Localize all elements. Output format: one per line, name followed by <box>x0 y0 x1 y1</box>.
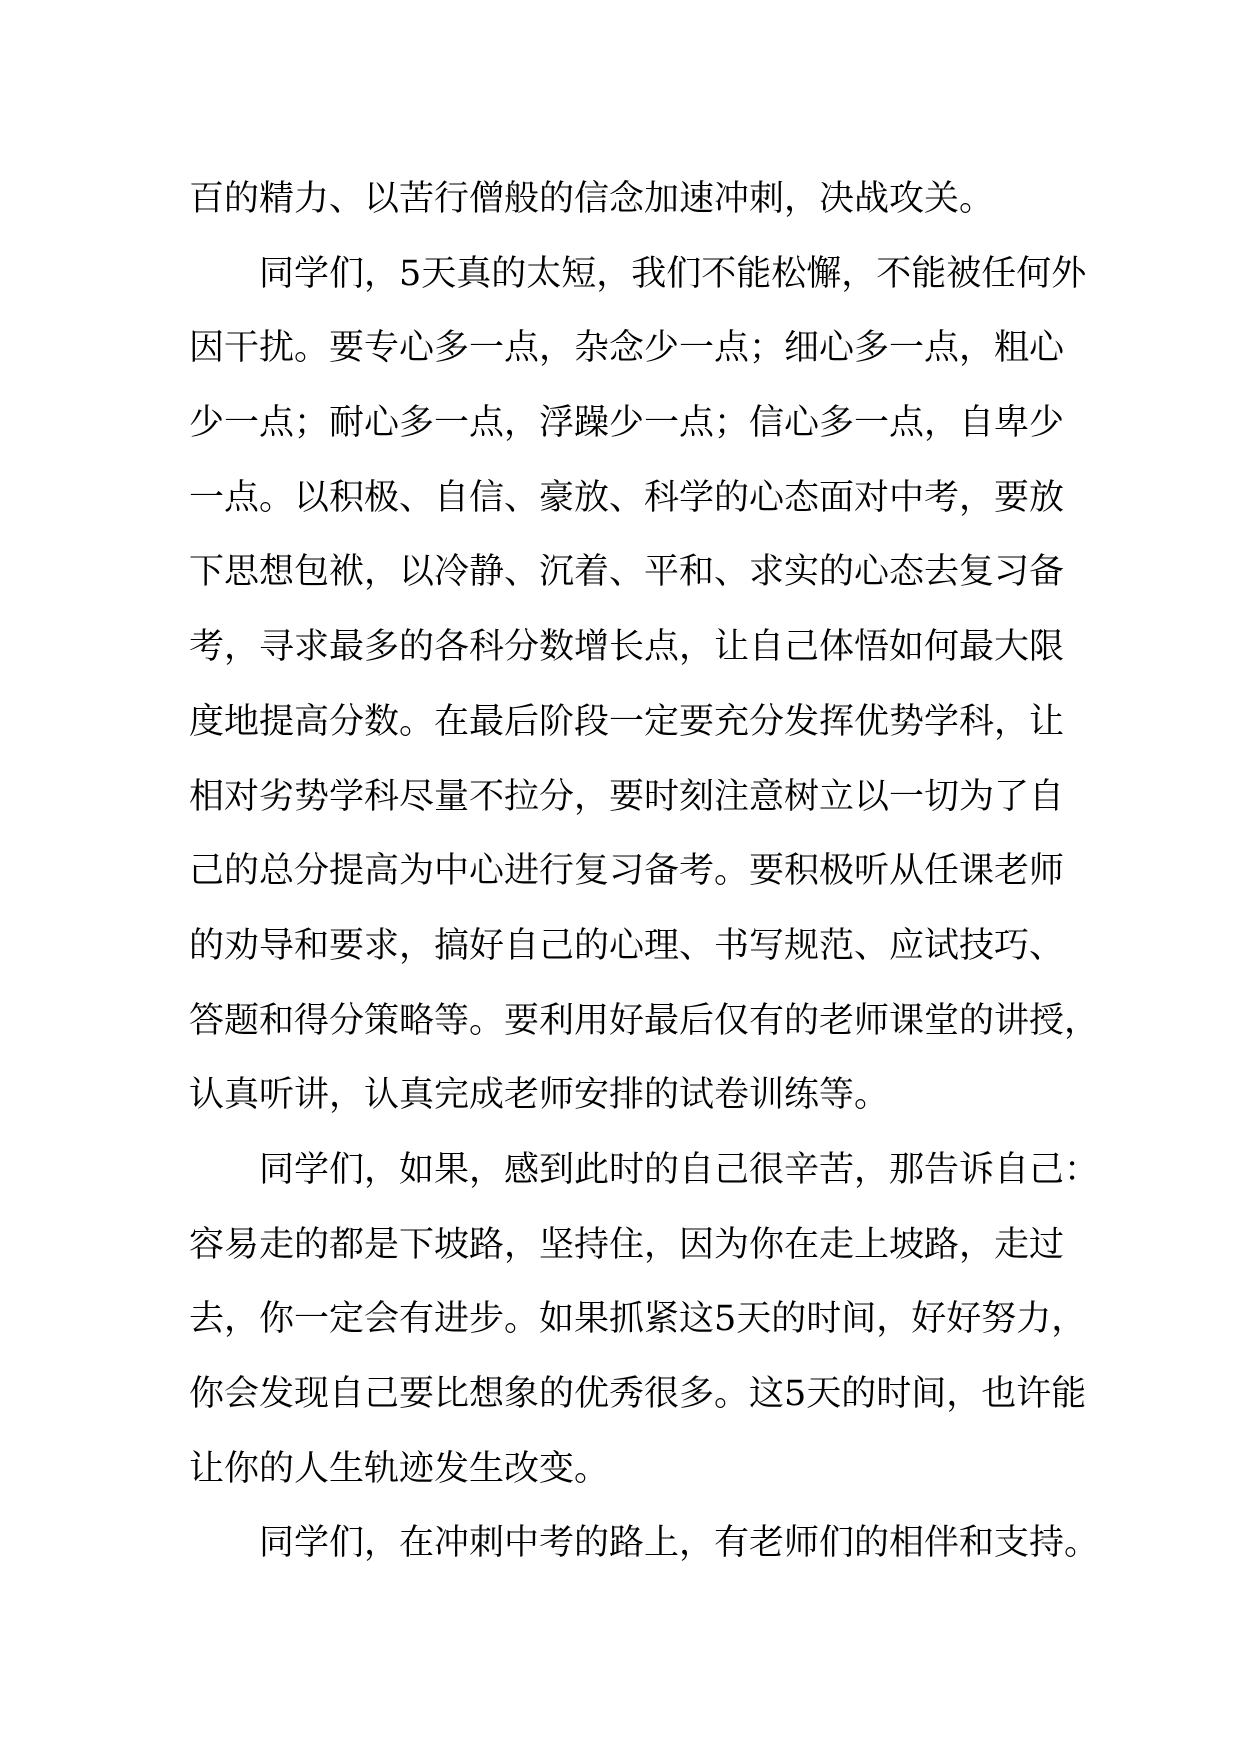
text-line: 相对劣势学科尽量不拉分，要时刻注意树立以一切为了自 <box>189 776 1065 817</box>
text-line: 同学们，在冲刺中考的路上，有老师们的相伴和支持。 <box>259 1523 1100 1564</box>
text-line: 的劝导和要求，搞好自己的心理、书写规范、应试技巧、 <box>189 925 1065 966</box>
text-line: 一点。以积极、自信、豪放、科学的心态面对中考，要放 <box>189 477 1065 518</box>
text-line: 度地提高分数。在最后阶段一定要充分发挥优势学科，让 <box>189 701 1065 742</box>
text-line: 同学们，如果，感到此时的自己很辛苦，那告诉自己： <box>259 1149 1100 1190</box>
body-text <box>189 162 1100 1581</box>
text-line: 少一点；耐心多一点，浮躁少一点；信心多一点，自卑少 <box>189 403 1065 444</box>
text-line: 因干扰。要专心多一点，杂念少一点；细心多一点，粗心 <box>189 328 1065 369</box>
text-line: 认真听讲，认真完成老师安排的试卷训练等。 <box>189 1075 890 1116</box>
text-line: 让你的人生轨迹发生改变。 <box>189 1448 610 1489</box>
text-line: 下思想包袱，以冷静、沉着、平和、求实的心态去复习备 <box>189 552 1065 593</box>
text-line: 答题和得分策略等。要利用好最后仅有的老师课堂的讲授， <box>189 1000 1100 1041</box>
text-line: 去，你一定会有进步。如果抓紧这5天的时间，好好努力， <box>189 1299 1087 1340</box>
text-line: 百的精力、以苦行僧般的信念加速冲刺，决战攻关。 <box>189 179 995 219</box>
text-line: 你会发现自己要比想象的优秀很多。这5天的时间，也许能 <box>189 1374 1087 1414</box>
text-line: 考，寻求最多的各科分数增长点，让自己体悟如何最大限 <box>189 627 1065 668</box>
text-line: 同学们，5天真的太短，我们不能松懈，不能被任何外 <box>259 253 1087 294</box>
text-line: 己的总分提高为中心进行复习备考。要积极听从任课老师 <box>189 851 1065 892</box>
text-line: 容易走的都是下坡路，坚持住，因为你在走上坡路，走过 <box>189 1224 1065 1265</box>
